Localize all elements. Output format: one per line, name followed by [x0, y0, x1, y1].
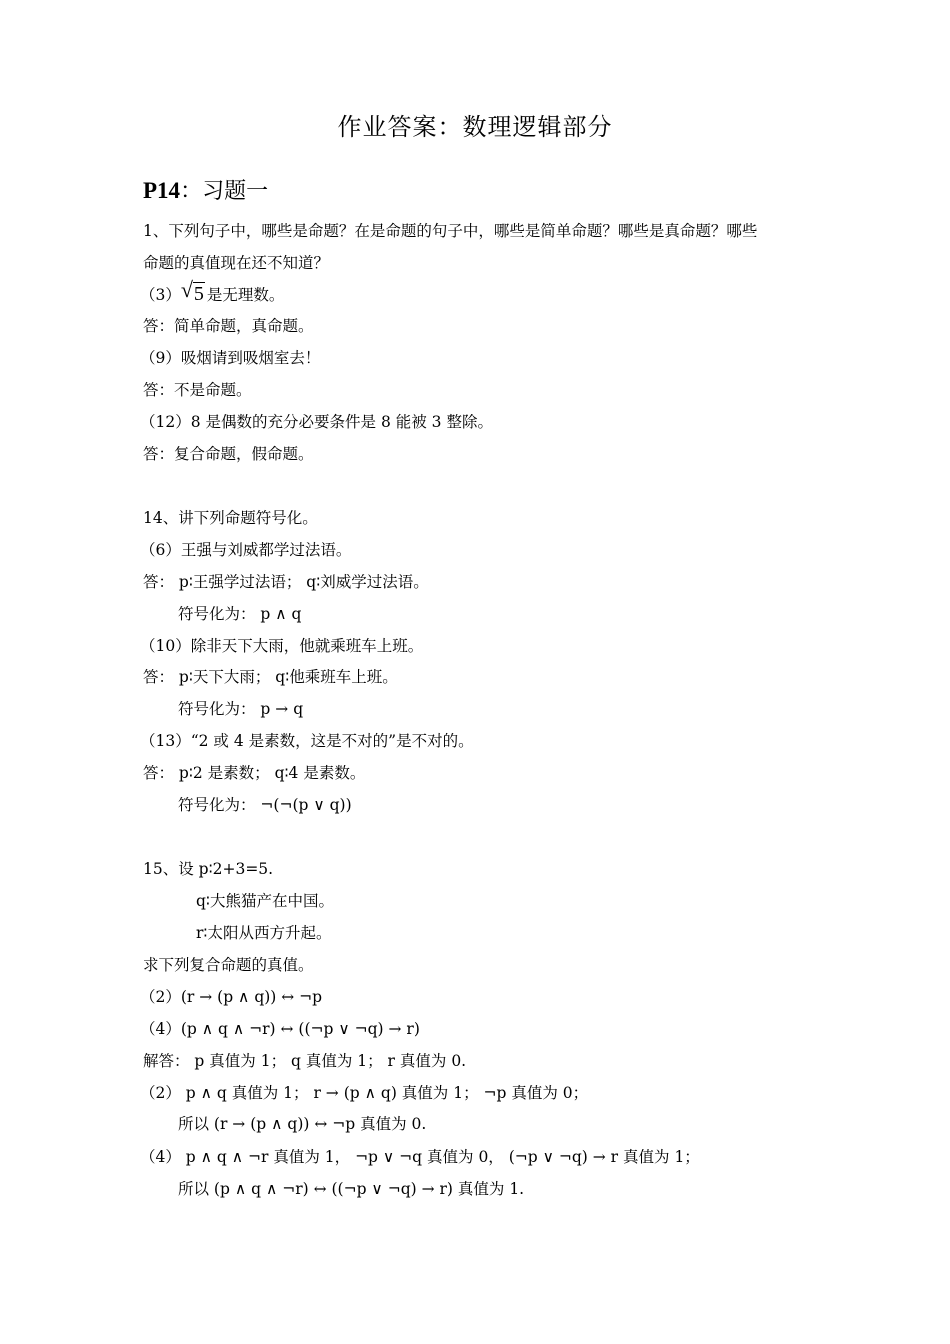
question-1-item-9: （9）吸烟请到吸烟室去！ — [140, 349, 321, 367]
question-1-line-2: 命题的真值现在还不知道？ — [143, 254, 330, 272]
question-15-solution-item-2: （2） p ∧ q 真值为 1； r → (p ∧ q) 真值为 1； ¬p 真值为 0； — [140, 1084, 589, 1102]
page-title: 作业答案：数理逻辑部分 — [337, 113, 613, 141]
question-15-solution-item-4: （4） p ∧ q ∧ ¬r 真值为 1， ¬p ∨ ¬q 真值为 0， (¬p ∨ ¬q) → r 真值为 1； — [140, 1148, 700, 1166]
question-15-item-4: （4）(p ∧ q ∧ ¬r) ↔ ((¬p ∨ ¬q) → r) — [140, 1020, 420, 1038]
section-heading-label: ：习题一 — [180, 179, 269, 204]
sqrt-symbol: √ 5 — [180, 277, 204, 305]
question-14-item-10-answer: 答： p∶天下大雨； q∶他乘班车上班。 — [143, 668, 398, 686]
question-15-def-r: r∶太阳从西方升起。 — [196, 924, 332, 942]
question-14-item-13: （13）“2 或 4 是素数，这是不对的”是不对的。 — [140, 732, 474, 750]
question-14-item-6: （6）王强与刘威都学过法语。 — [140, 541, 352, 559]
question-14-item-6-symbolized: 符号化为： p ∧ q — [178, 605, 302, 623]
question-15-solution-item-2-conclusion: 所以 (r → (p ∧ q)) ↔ ¬p 真值为 0. — [178, 1115, 427, 1133]
question-14-item-13-answer: 答： p∶2 是素数； q∶4 是素数。 — [143, 764, 366, 782]
question-14-item-10: （10）除非天下大雨，他就乘班车上班。 — [140, 637, 424, 655]
section-heading — [143, 176, 268, 207]
question-1-line-1: 1、下列句子中，哪些是命题？在是命题的句子中，哪些是简单命题？哪些是真命题？哪些 — [143, 222, 758, 240]
question-15: 15、设 p∶2+3=5. — [143, 860, 274, 878]
section-heading-page: P14 — [143, 178, 181, 203]
question-14-item-6-answer: 答： p∶王强学过法语； q∶刘威学过法语。 — [143, 573, 429, 591]
item-3-text: 是无理数。 — [206, 286, 285, 304]
question-14-item-10-symbolized: 符号化为： p → q — [178, 700, 304, 718]
question-1-item-3 — [140, 277, 285, 306]
question-15-prompt: 求下列复合命题的真值。 — [143, 956, 314, 974]
question-15-def-q: q∶大熊猫产在中国。 — [196, 892, 334, 910]
item-3-number: （3） — [140, 286, 181, 304]
question-1-item-3-answer: 答：简单命题，真命题。 — [143, 317, 314, 335]
question-15-item-2: （2）(r → (p ∧ q)) ↔ ¬p — [140, 988, 323, 1006]
sqrt-radicand: 5 — [193, 283, 204, 305]
question-14-item-13-symbolized: 符号化为： ¬(¬(p ∨ q)) — [178, 796, 352, 814]
question-1-item-12: （12）8 是偶数的充分必要条件是 8 能被 3 整除。 — [140, 413, 493, 431]
question-1-item-9-answer: 答：不是命题。 — [143, 381, 252, 399]
question-15-solution: 解答： p 真值为 1； q 真值为 1； r 真值为 0. — [143, 1052, 467, 1070]
question-15-solution-item-4-conclusion: 所以 (p ∧ q ∧ ¬r) ↔ ((¬p ∨ ¬q) → r) 真值为 1. — [178, 1180, 525, 1198]
question-1-item-12-answer: 答：复合命题，假命题。 — [143, 445, 314, 463]
question-14: 14、讲下列命题符号化。 — [143, 509, 318, 527]
